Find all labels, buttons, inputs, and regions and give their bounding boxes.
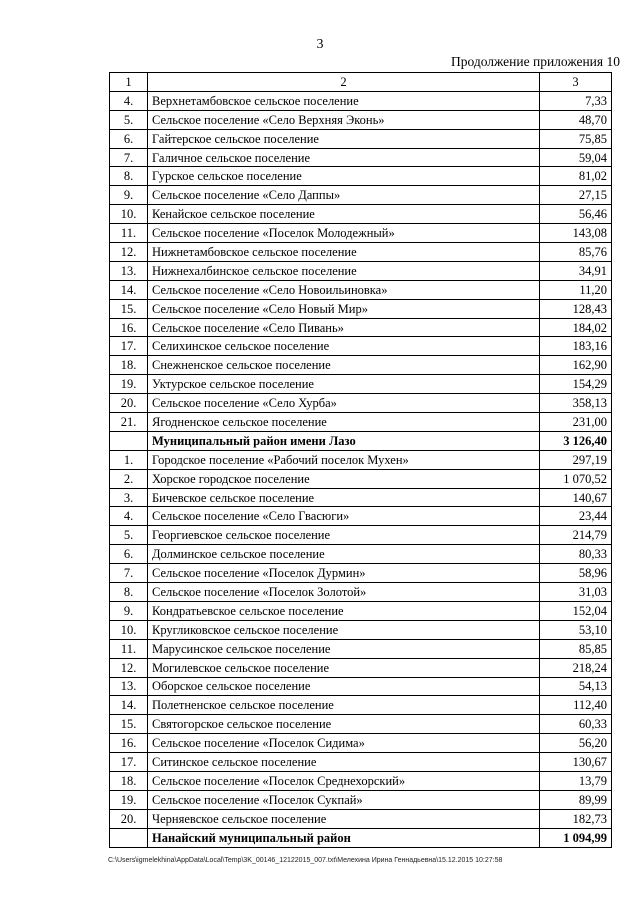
area-value: 53,10 — [540, 620, 612, 639]
table-row — [110, 545, 612, 564]
settlement-name: Снежненское сельское поселение — [148, 356, 540, 375]
row-number: 16. — [110, 318, 148, 337]
file-path-footer: C:\Users\igmelekhina\AppData\Local\Temp\3K_00146_12122015_007.txt\Мелехина Ирина Геннадьевна\15.12.2015 10:27:58 — [108, 857, 503, 864]
table-row — [110, 91, 612, 110]
settlement-name: Георгиевское сельское поселение — [148, 526, 540, 545]
row-number — [110, 828, 148, 847]
table-row — [110, 469, 612, 488]
area-value: 59,04 — [540, 148, 612, 167]
area-value: 7,33 — [540, 91, 612, 110]
row-number: 5. — [110, 110, 148, 129]
table-row — [110, 450, 612, 469]
area-value: 54,13 — [540, 677, 612, 696]
table-row — [110, 734, 612, 753]
row-number: 19. — [110, 375, 148, 394]
table-row — [110, 299, 612, 318]
table-row — [110, 753, 612, 772]
row-number: 7. — [110, 564, 148, 583]
settlement-name: Сельское поселение «Село Даппы» — [148, 186, 540, 205]
settlement-name: Кондратьевское сельское поселение — [148, 601, 540, 620]
area-value: 183,16 — [540, 337, 612, 356]
table-row — [110, 696, 612, 715]
settlement-name: Хорское городское поселение — [148, 469, 540, 488]
table-row — [110, 375, 612, 394]
row-number: 18. — [110, 771, 148, 790]
row-number: 14. — [110, 280, 148, 299]
area-value: 58,96 — [540, 564, 612, 583]
settlement-name: Черняевское сельское поселение — [148, 809, 540, 828]
row-number — [110, 431, 148, 450]
table-row — [110, 809, 612, 828]
area-value: 1 094,99 — [540, 828, 612, 847]
settlement-name: Сельское поселение «Поселок Молодежный» — [148, 224, 540, 243]
area-value: 184,02 — [540, 318, 612, 337]
row-number: 13. — [110, 261, 148, 280]
row-number: 11. — [110, 639, 148, 658]
area-value: 75,85 — [540, 129, 612, 148]
table-row — [110, 110, 612, 129]
table-row — [110, 507, 612, 526]
table-row — [110, 224, 612, 243]
row-number: 8. — [110, 167, 148, 186]
table-row — [110, 601, 612, 620]
settlement-name: Верхнетамбовское сельское поселение — [148, 91, 540, 110]
settlement-name: Нижнетамбовское сельское поселение — [148, 243, 540, 262]
row-number: 20. — [110, 394, 148, 413]
table-row — [110, 167, 612, 186]
row-number: 4. — [110, 91, 148, 110]
settlement-name: Сельское поселение «Поселок Золотой» — [148, 583, 540, 602]
settlement-name: Сельское поселение «Село Гвасюги» — [148, 507, 540, 526]
table-row — [110, 715, 612, 734]
table-header-row — [110, 73, 612, 92]
table-row — [110, 620, 612, 639]
row-number: 4. — [110, 507, 148, 526]
row-number: 16. — [110, 734, 148, 753]
area-value: 56,20 — [540, 734, 612, 753]
area-value: 11,20 — [540, 280, 612, 299]
row-number: 1. — [110, 450, 148, 469]
settlement-name: Ягодненское сельское поселение — [148, 413, 540, 432]
settlement-name: Кругликовское сельское поселение — [148, 620, 540, 639]
settlement-name: Сельское поселение «Поселок Среднехорский» — [148, 771, 540, 790]
appendix-table — [109, 72, 612, 848]
table-row — [110, 186, 612, 205]
row-number: 20. — [110, 809, 148, 828]
settlement-name: Кенайское сельское поселение — [148, 205, 540, 224]
area-value: 89,99 — [540, 790, 612, 809]
row-number: 3. — [110, 488, 148, 507]
table-row — [110, 356, 612, 375]
area-value: 23,44 — [540, 507, 612, 526]
table-row — [110, 526, 612, 545]
area-value: 85,85 — [540, 639, 612, 658]
row-number: 17. — [110, 337, 148, 356]
row-number: 14. — [110, 696, 148, 715]
settlement-name: Городское поселение «Рабочий поселок Мухен» — [148, 450, 540, 469]
table-row — [110, 639, 612, 658]
settlement-name: Полетненское сельское поселение — [148, 696, 540, 715]
table-row — [110, 658, 612, 677]
area-value: 182,73 — [540, 809, 612, 828]
header-col-1: 1 — [110, 73, 148, 92]
area-value: 152,04 — [540, 601, 612, 620]
row-number: 17. — [110, 753, 148, 772]
table-row — [110, 205, 612, 224]
settlement-name: Ситинское сельское поселение — [148, 753, 540, 772]
row-number: 18. — [110, 356, 148, 375]
row-number: 19. — [110, 790, 148, 809]
continuation-label: Продолжение приложения 10 — [450, 54, 620, 69]
table-row — [110, 771, 612, 790]
area-value: 1 070,52 — [540, 469, 612, 488]
area-value: 358,13 — [540, 394, 612, 413]
row-number: 2. — [110, 469, 148, 488]
header-col-3: 3 — [540, 73, 612, 92]
row-number: 10. — [110, 205, 148, 224]
row-number: 5. — [110, 526, 148, 545]
row-number: 6. — [110, 545, 148, 564]
area-value: 128,43 — [540, 299, 612, 318]
settlement-name: Муниципальный район имени Лазо — [148, 431, 540, 450]
row-number: 7. — [110, 148, 148, 167]
row-number: 6. — [110, 129, 148, 148]
row-number: 15. — [110, 715, 148, 734]
settlement-name: Нанайский муниципальный район — [148, 828, 540, 847]
settlement-name: Сельское поселение «Село Новоильиновка» — [148, 280, 540, 299]
row-number: 12. — [110, 243, 148, 262]
settlement-name: Селихинское сельское поселение — [148, 337, 540, 356]
settlement-name: Уктурское сельское поселение — [148, 375, 540, 394]
area-value: 56,46 — [540, 205, 612, 224]
table-row — [110, 337, 612, 356]
row-number: 9. — [110, 601, 148, 620]
settlement-name: Сельское поселение «Село Пивань» — [148, 318, 540, 337]
table-row — [110, 564, 612, 583]
section-total-row — [110, 431, 612, 450]
settlement-name: Сельское поселение «Поселок Дурмин» — [148, 564, 540, 583]
settlement-name: Сельское поселение «Поселок Сукпай» — [148, 790, 540, 809]
page-number: 3 — [316, 37, 324, 52]
settlement-name: Галичное сельское поселение — [148, 148, 540, 167]
area-value: 214,79 — [540, 526, 612, 545]
row-number: 13. — [110, 677, 148, 696]
area-value: 297,19 — [540, 450, 612, 469]
area-value: 3 126,40 — [540, 431, 612, 450]
area-value: 31,03 — [540, 583, 612, 602]
settlement-name: Гурское сельское поселение — [148, 167, 540, 186]
area-value: 140,67 — [540, 488, 612, 507]
settlement-name: Оборское сельское поселение — [148, 677, 540, 696]
settlement-name: Гайтерское сельское поселение — [148, 129, 540, 148]
settlement-name: Сельское поселение «Село Верхняя Эконь» — [148, 110, 540, 129]
area-value: 34,91 — [540, 261, 612, 280]
table-row — [110, 318, 612, 337]
row-number: 8. — [110, 583, 148, 602]
area-value: 80,33 — [540, 545, 612, 564]
row-number: 12. — [110, 658, 148, 677]
settlement-name: Сельское поселение «Поселок Сидима» — [148, 734, 540, 753]
settlement-name: Бичевское сельское поселение — [148, 488, 540, 507]
row-number: 21. — [110, 413, 148, 432]
area-value: 27,15 — [540, 186, 612, 205]
row-number: 9. — [110, 186, 148, 205]
area-value: 231,00 — [540, 413, 612, 432]
settlement-name: Сельское поселение «Село Хурба» — [148, 394, 540, 413]
table-row — [110, 129, 612, 148]
settlement-name: Могилевское сельское поселение — [148, 658, 540, 677]
header-col-2: 2 — [148, 73, 540, 92]
table-row — [110, 677, 612, 696]
area-value: 13,79 — [540, 771, 612, 790]
table-row — [110, 583, 612, 602]
area-value: 218,24 — [540, 658, 612, 677]
table-row — [110, 790, 612, 809]
settlement-name: Долминское сельское поселение — [148, 545, 540, 564]
table-row — [110, 413, 612, 432]
settlement-name: Марусинское сельское поселение — [148, 639, 540, 658]
table-row — [110, 243, 612, 262]
settlement-name: Святогорское сельское поселение — [148, 715, 540, 734]
settlement-name: Нижнехалбинское сельское поселение — [148, 261, 540, 280]
row-number: 11. — [110, 224, 148, 243]
table-row — [110, 148, 612, 167]
area-value: 60,33 — [540, 715, 612, 734]
table-row — [110, 261, 612, 280]
table-row — [110, 394, 612, 413]
area-value: 81,02 — [540, 167, 612, 186]
area-value: 85,76 — [540, 243, 612, 262]
area-value: 130,67 — [540, 753, 612, 772]
area-value: 162,90 — [540, 356, 612, 375]
table-row — [110, 488, 612, 507]
area-value: 112,40 — [540, 696, 612, 715]
section-total-row — [110, 828, 612, 847]
settlement-name: Сельское поселение «Село Новый Мир» — [148, 299, 540, 318]
table-row — [110, 280, 612, 299]
area-value: 143,08 — [540, 224, 612, 243]
row-number: 15. — [110, 299, 148, 318]
area-value: 48,70 — [540, 110, 612, 129]
area-value: 154,29 — [540, 375, 612, 394]
row-number: 10. — [110, 620, 148, 639]
